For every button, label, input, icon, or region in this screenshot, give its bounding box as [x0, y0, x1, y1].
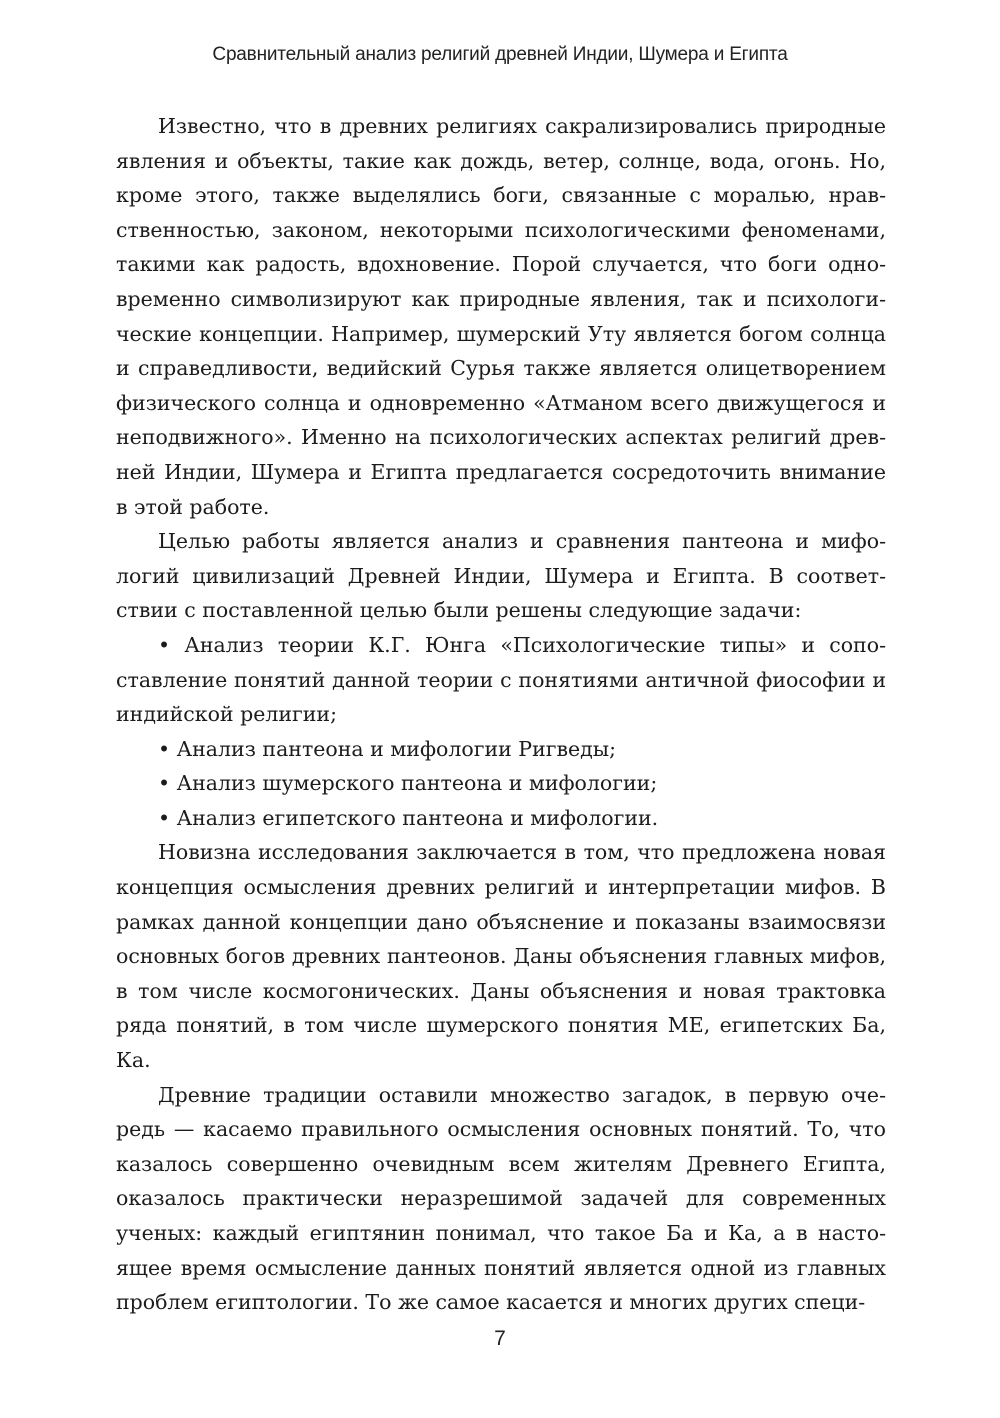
paragraph-novelty: Новизна исследования заключается в том, что предложена новая концепция осмысления древних религий и интерпретации мифов. В рамках данной концепции дано объяснение и показаны взаимосвязи основных богов древних пантеонов. Даны объяснения главных мифов, в том числе космогонических. Даны объяснения и новая трактовка ряда понятий, в том числе шумерского понятия МЕ, египетских Ба, Ка.: [116, 840, 886, 1073]
paragraph-traditions: Древние традиции оставили множество загадок, в первую очередь — касаемо правильного осмысления основных понятий. То, что казалось совершенно очевидным всем жителям Древнего Египта, оказалось практически неразрешимой задачей для современных ученых: каждый египтянин понимал, что такое Ба и Ка, а в настоящее время осмысление данных понятий является одной из главных проблем египтологии. То же самое касается и многих других специ-: [116, 1082, 886, 1315]
task-list: [116, 628, 886, 836]
paragraph-goal: Целью работы является анализ и сравнения пантеона и мифологий цивилизаций Древней Индии, Шумера и Египта. В соответствии с поставленной целью были решены следующие задачи:: [116, 529, 886, 623]
task-item-sumer: • Анализ шумерского пантеона и мифологии;: [158, 771, 658, 796]
task-item-rigveda: • Анализ пантеона и мифологии Ригведы;: [158, 736, 617, 761]
page-number: 7: [494, 1327, 506, 1350]
paragraph-intro: Известно, что в древних религиях сакрализировались природные явления и объекты, такие как дождь, ветер, солнце, вода, огонь. Но, кроме этого, также выделялись боги, связанные с моралью, нравственностью, законом, некоторыми психологическими феноменами, такими как радость, вдохновение. Порой случается, что боги одновременно символизируют как природные явления, так и психологические концепции. Например, шумерский Уту является богом солнца и справедливости, ведийский Сурья также является олицетворением физического солнца и одновременно «Атманом всего движущегося и неподвижного». Именно на психологических аспектах религий древней Индии, Шумера и Египта предлагается сосредоточить внимание в этой работе.: [116, 114, 886, 519]
body-text: [116, 109, 886, 1320]
running-header: Сравнительный анализ религий древней Индии, Шумера и Египта: [212, 44, 788, 65]
task-item-egypt: • Анализ египетского пантеона и мифологии.: [158, 805, 659, 830]
task-item-jung: • Анализ теории К.Г. Юнга «Психологические типы» и сопоставление понятий данной теории с понятиями античной фиософии и индийской религии;: [116, 632, 886, 727]
